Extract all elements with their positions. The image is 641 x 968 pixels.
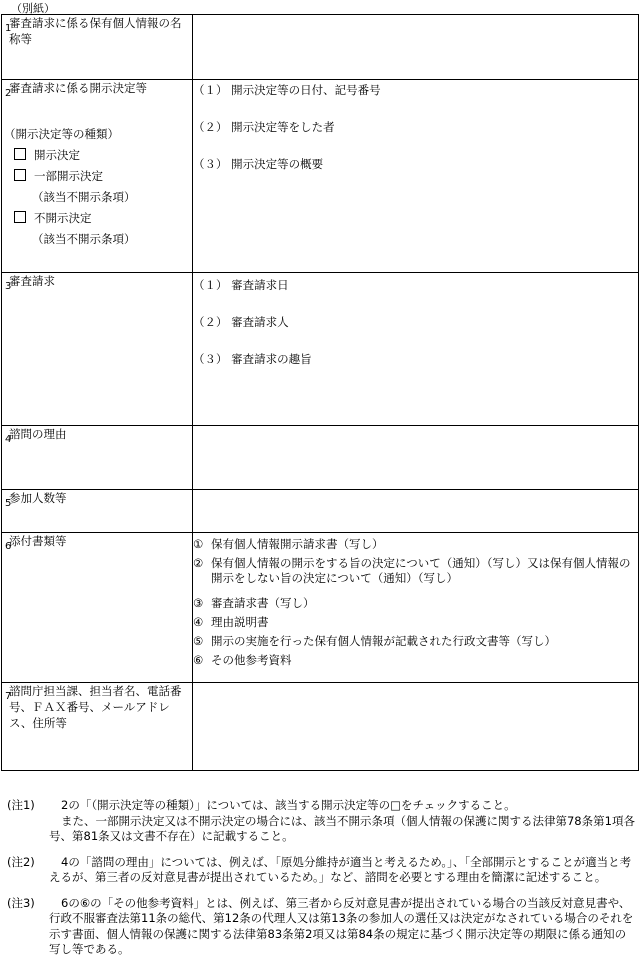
row-number: 7	[5, 691, 12, 702]
form-row-6	[2, 533, 639, 683]
note-text: 6の⑥の「その他参考資料」とは、例えば、第三者から反対意見書が提出されている場合の当該反対意見書や、行政不服審査法第11条の総代、第12条の代理人又は第13条の参加人の選任又は決定がなされている場合のそれを示す書面、個人情報の保護に関する法律第83条第2項又は第84条の規定に基づく開示決定等の期限に係る通知の写し等である。	[49, 895, 634, 956]
attachment-label: （別紙）	[11, 2, 55, 15]
field-participants[interactable]	[193, 490, 639, 533]
attachment-item: ① 保有個人情報開示請求書（写し）	[193, 537, 384, 551]
form-row-5	[2, 490, 639, 533]
field-decision-details[interactable]	[193, 80, 639, 273]
note-1	[7, 798, 635, 845]
form-row-3	[2, 273, 639, 426]
form-row-4	[2, 426, 639, 490]
attachment-item: ⑥ その他参考資料	[193, 653, 292, 667]
decision-maker-label: （２） 開示決定等をした者	[193, 120, 335, 134]
field-review-request[interactable]	[193, 273, 639, 426]
form-row-7	[2, 683, 639, 771]
note-text: 2の「（開示決定等の種類）」については、該当する開示決定等の□をチェックすること。	[61, 798, 516, 812]
decision-types-heading: （開示決定等の種類）	[4, 127, 119, 141]
requester-label: （２） 審査請求人	[193, 315, 289, 329]
note-text: 4の「諮問の理由」については、例えば、「原処分維持が適当と考えるため。」、「全部開示とすることが適当と考えるが、第三者の反対意見書が提出されているため。」など、諮問を必要とする理由を簡潔に記述すること。	[49, 854, 632, 884]
request-purpose-label: （３） 審査請求の趣旨	[193, 352, 312, 366]
row-label-contact: 諮問庁担当課、担当者名、電話番号、ＦＡＸ番号、メールアドレス、住所等	[9, 684, 182, 730]
form-row-1	[2, 15, 639, 80]
field-inquiry-reason[interactable]	[193, 426, 639, 490]
row-number: 6	[5, 541, 12, 552]
field-contact[interactable]	[193, 683, 639, 771]
attachment-item: ④ 理由説明書	[193, 615, 269, 629]
row-label-disclosure-decision: 審査請求に係る開示決定等	[9, 81, 147, 95]
applicable-clause-note: （該当不開示条項）	[32, 232, 136, 246]
inquiry-form-table	[1, 14, 639, 771]
row-number: 2	[5, 88, 12, 99]
field-attachments[interactable]	[193, 533, 639, 683]
note-text: また、一部開示決定又は不開示決定の場合には、該当不開示条項（個人情報の保護に関する法律第78条第1項各号、第81条又は文書不存在）に記載すること。	[49, 813, 635, 843]
option-full-disclosure: 開示決定	[34, 148, 80, 162]
request-date-label: （１） 審査請求日	[193, 278, 289, 292]
row-label-inquiry-reason: 諮問の理由	[9, 427, 67, 441]
decision-summary-label: （３） 開示決定等の概要	[193, 157, 324, 171]
field-document-name[interactable]	[193, 15, 639, 80]
row-number: 1	[5, 23, 12, 34]
form-row-2	[2, 80, 639, 273]
note-tag: (注2)	[7, 854, 35, 869]
note-tag: (注3)	[7, 895, 35, 910]
note-3	[7, 896, 635, 958]
row-number: 4	[5, 434, 12, 445]
option-partial-disclosure: 一部開示決定	[34, 169, 103, 183]
row-label-participants: 参加人数等	[9, 491, 67, 505]
attachment-item: ② 保有個人情報の開示をする旨の決定について（通知）（写し）又は保有個人情報の開示をしない旨の決定について（通知）（写し）	[193, 556, 631, 585]
attachment-item: ③ 審査請求書（写し）	[193, 596, 315, 610]
notes-section	[7, 798, 635, 968]
row-number: 5	[5, 498, 12, 509]
row-label-review-request: 審査請求	[9, 274, 55, 288]
row-label-document-name: 審査請求に係る保有個人情報の名称等	[9, 16, 182, 46]
applicable-clause-note: （該当不開示条項）	[32, 190, 136, 204]
note-tag: (注1)	[7, 798, 35, 812]
note-2	[7, 855, 635, 886]
option-non-disclosure: 不開示決定	[34, 211, 92, 225]
checkbox-partial-disclosure[interactable]	[14, 169, 26, 181]
checkbox-non-disclosure[interactable]	[14, 211, 26, 223]
decision-date-label: （１） 開示決定等の日付、記号番号	[193, 83, 381, 97]
row-label-attachments: 添付書類等	[9, 534, 67, 548]
row-number: 3	[5, 281, 12, 292]
checkbox-full-disclosure[interactable]	[14, 148, 26, 160]
attachment-item: ⑤ 開示の実施を行った保有個人情報が記載された行政文書等（写し）	[193, 634, 556, 648]
decision-types	[4, 124, 192, 250]
